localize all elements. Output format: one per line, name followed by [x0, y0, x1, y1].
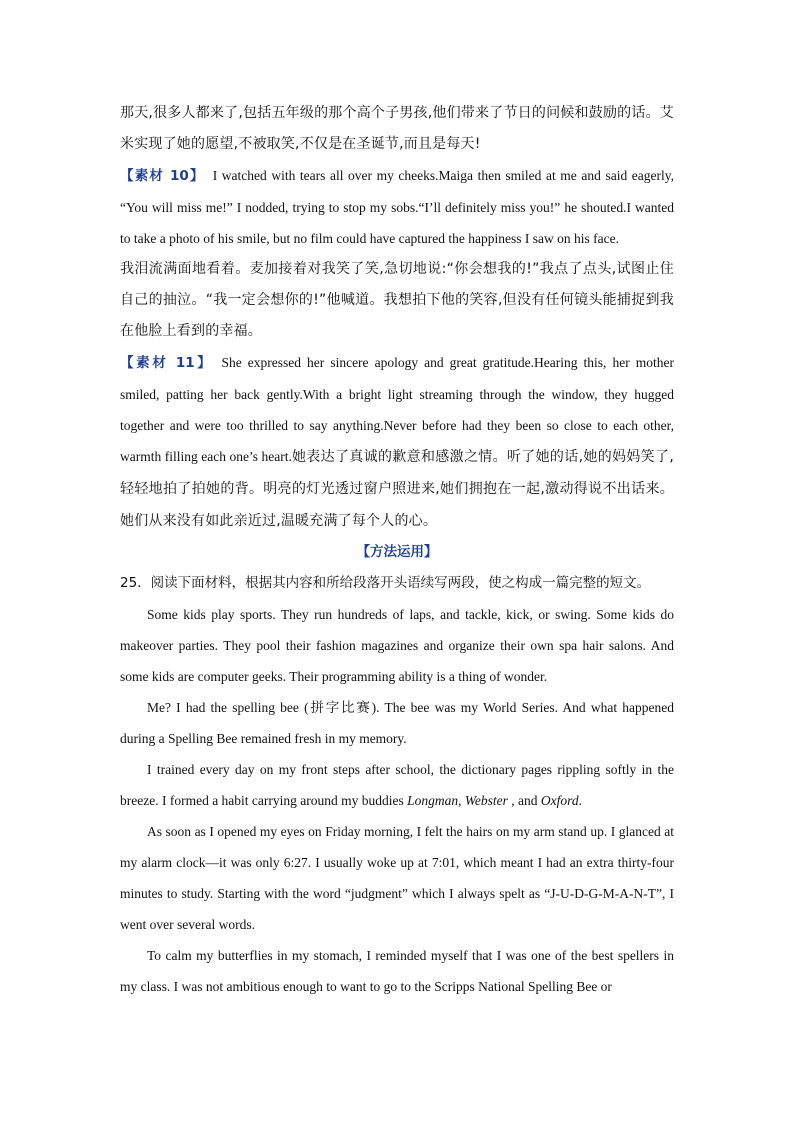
- material-11-paragraph: [120, 347, 674, 537]
- intro-chinese-paragraph: 那天,很多人都来了,包括五年级的那个高个子男孩,他们带来了节日的问候和鼓励的话。艾米实现了她的愿望,不被取笑,不仅是在圣诞节,而且是每天!: [120, 105, 674, 152]
- period: .: [578, 793, 583, 808]
- book-webster: Webster: [464, 793, 508, 808]
- material-10-tag: 【素材 10】: [120, 168, 205, 184]
- question-25-prompt: 25．阅读下面材料，根据其内容和所给段落开头语续写两段，使之构成一篇完整的短文。: [120, 575, 651, 591]
- passage-paragraph-3-text: I trained every day on my front steps after school, the dictionary pages rippling softly in the breeze. I formed a habit carrying around my buddies: [120, 762, 674, 808]
- material-11-tag: 【素材 11】: [120, 355, 214, 371]
- material-10-english-text: I watched with tears all over my cheeks.Maiga then smiled at me and said eagerly, “You will miss me!” I nodded, trying to stop my sobs.“I’ll definitely miss you!” he shouted.I wanted to take a photo of his smile, but no film could have captured the happiness I saw on his face.: [120, 168, 674, 246]
- material-11-chinese-text: 她表达了真诚的歉意和感激之情。听了她的话,她的妈妈笑了,轻轻地拍了拍她的背。明亮的灯光透过窗户照进来,她们拥抱在一起,激动得说不出话来。她们从来没有如此亲近过,温暖充满了每个人的心。: [120, 449, 674, 529]
- material-10-chinese: 我泪流满面地看着。麦加接着对我笑了笑,急切地说:“你会想我的!”我点了点头,试图止住自己的抽泣。“我一定会想你的!”他喊道。我想拍下他的笑容,但没有任何镜头能捕捉到我在他脸上看到的幸福。: [120, 261, 674, 339]
- passage-paragraph-3: [120, 754, 674, 816]
- passage-paragraph-2: Me? I had the spelling bee (拼字比赛). The bee was my World Series. And what happened during a Spelling Bee remained fresh in my memory.: [120, 700, 674, 746]
- material-10-english: [120, 160, 674, 254]
- method-heading: 【方法运用】: [356, 544, 438, 560]
- book-oxford: Oxford: [540, 793, 579, 808]
- separator: ,: [458, 793, 465, 808]
- document-body: [120, 98, 674, 1002]
- material-11-english-text: She expressed her sincere apology and great gratitude.Hearing this, her mother smiled, patting her back gently.With a bright light streaming through the window, they hugged together and were too thrilled to say anything.Never before had they been so close to each other, warmth filling each one’s heart.: [120, 355, 674, 464]
- book-longman: Longman: [407, 793, 459, 808]
- passage-paragraph-4: As soon as I opened my eyes on Friday morning, I felt the hairs on my arm stand up. I glanced at my alarm clock—it was only 6:27. I usually woke up at 7:01, which meant I had an extra thirty-four minutes to study. Starting with the word “judgment” which I always spelt as “J-U-D-G-M-A-N-T”, I went over several words.: [120, 824, 674, 932]
- passage-paragraph-1: Some kids play sports. They run hundreds of laps, and tackle, kick, or swing. Some kids do makeover parties. They pool their fashion magazines and organize their own spa hair salons. And some kids are computer geeks. Their programming ability is a thing of wonder.: [120, 607, 674, 684]
- separator: , and: [507, 793, 541, 808]
- passage-paragraph-5: To calm my butterflies in my stomach, I reminded myself that I was one of the best spellers in my class. I was not ambitious enough to want to go to the Scripps National Spelling Bee or: [120, 948, 674, 994]
